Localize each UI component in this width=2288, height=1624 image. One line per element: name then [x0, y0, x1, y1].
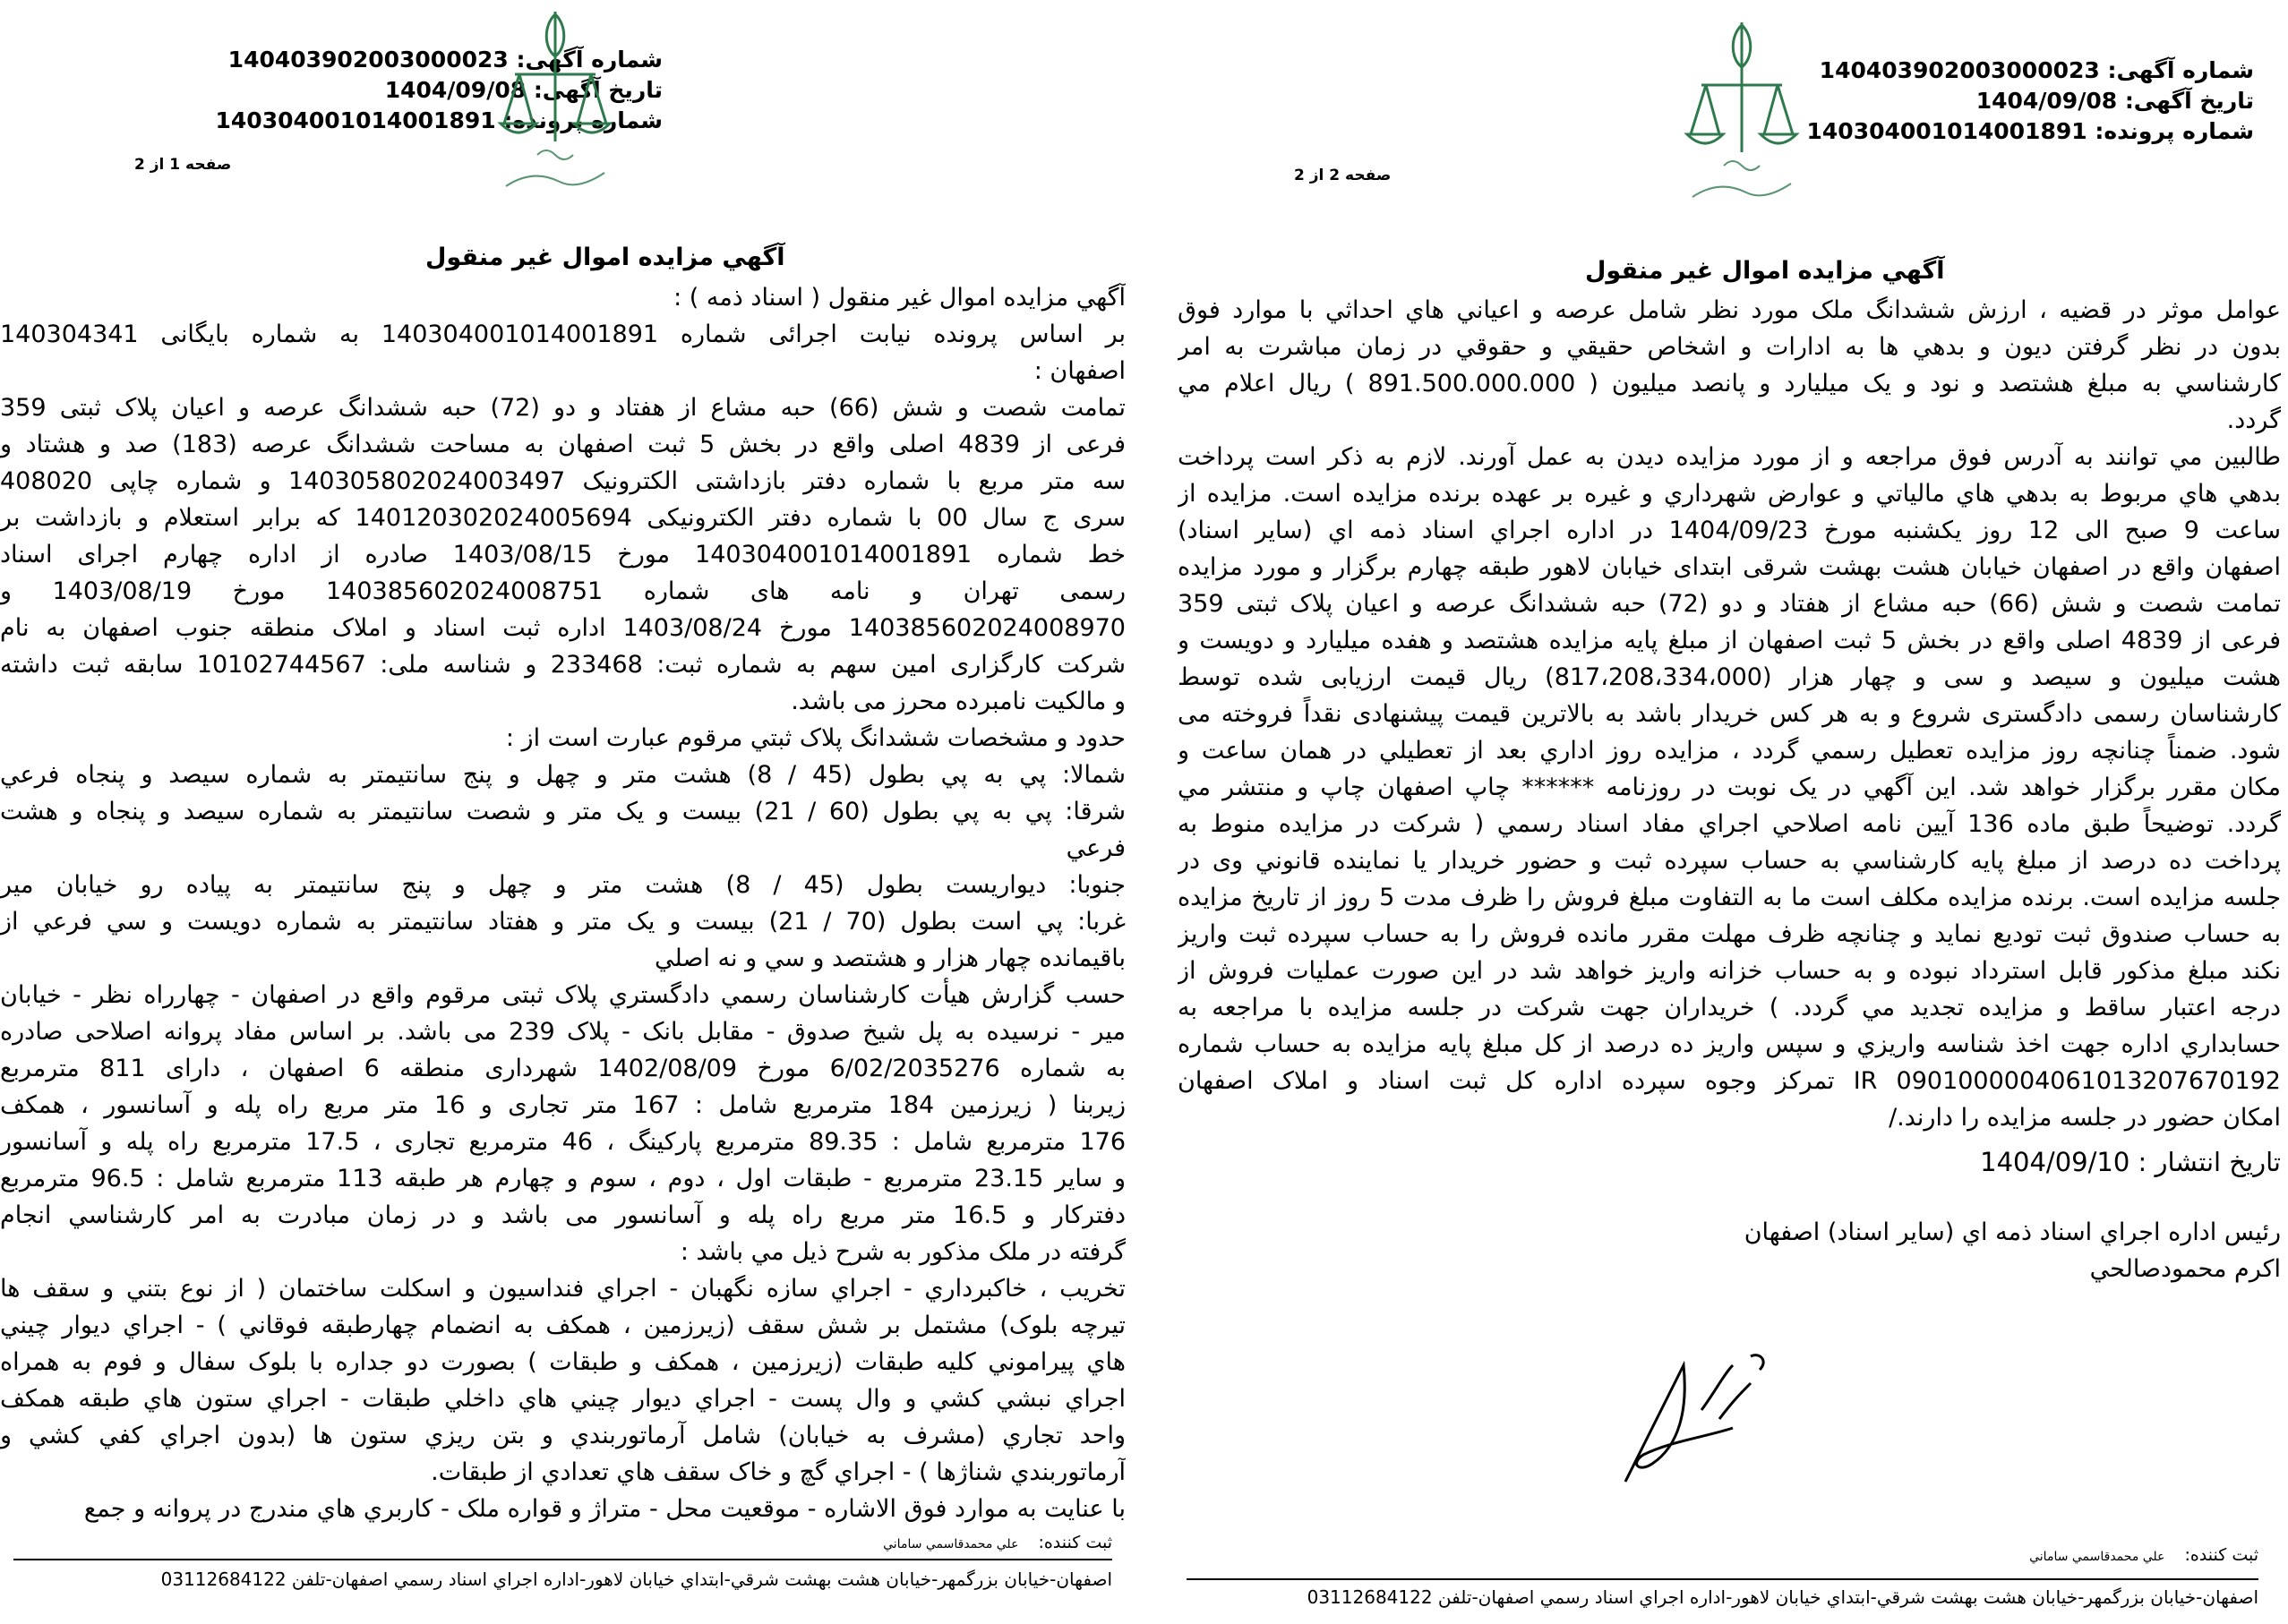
- notice-line: گردد.: [2226, 406, 2281, 434]
- notice-line: فرعی از 4839 اصلی واقع در بخش 5 ثبت اصفهان به مساحت ششدانگ عرصه (183) صد و هشتاد و: [0, 431, 1126, 458]
- footer-divider: [1187, 1578, 2258, 1580]
- notice-line: اصفهان :: [1033, 357, 1126, 385]
- notice-line: فرعی از 4839 اصلی واقع در بخش 5 ثبت اصفهان از مبلغ پايه مزايده هشتصد و هفده ميليارد و دويست و: [1178, 627, 2281, 654]
- notice-line: شمالا: پي به پي بطول (45 / 8) هشت متر و چهل و پنج سانتيمتر به شماره سيصد و پنجاه فرعي: [0, 761, 1126, 789]
- notice-line: 176 مترمربع شامل : 89.35 مترمربع پارکينگ ، 46 مترمربع تجاری ، 17.5 مترمربع راه پله و آسانسور: [0, 1128, 1126, 1156]
- notice-line: جلسه مزايده است. برنده مزايده مکلف است ما به التفاوت مبلغ فروش را ظرف مدت 5 روز از تاريخ مزايده: [1178, 884, 2281, 911]
- notice-line: آگهي مزايده اموال غير منقول ( اسناد ذمه ) :: [673, 284, 1126, 312]
- ad-number: شماره آگهی: 140403902003000023: [1819, 57, 2254, 83]
- notice-line: و ساير 23.15 مترمربع - طبقات اول ، دوم ، سوم و چهارم هر طبقه 113 مترمربع شامل : 96.5 مترمربع: [0, 1165, 1126, 1192]
- page-number: صفحه 2 از 2: [1294, 167, 1392, 184]
- notice-line: با عنايت به موارد فوق الاشاره - موقعيت محل - متراژ و قواره ملک - کاربري هاي مندرج در پروانه و جمع: [83, 1495, 1126, 1523]
- header-block: [1807, 56, 2254, 147]
- notice-line: شرکت کارگزاری امين سهم به شماره ثبت: 233468 و شناسه ملی: 10102744567 سابقه ثبت داشته: [0, 651, 1126, 679]
- notice-line: اصفهان واقع در اصفهان خيابان هشت بهشت شرقی ابتدای خيابان لاهور طبقه چهارم برگزار و مورد مزايده: [1178, 553, 2281, 581]
- judiciary-emblem-icon: [488, 7, 622, 204]
- ad-date: تاریخ آگهی: 1404/09/08: [384, 77, 663, 103]
- notice-line: پرداخت ده درصد از مبلغ پايه کارشناسي به حساب سپرده ثبت و حضور خريدار يا نماينده قانوني وی در: [1178, 847, 2281, 875]
- judiciary-emblem-icon: [1675, 18, 1809, 215]
- footer-address: اصفهان-خيابان بزرگمهر-خيابان هشت بهشت شرقي-ابتداي خيابان لاهور-اداره اجراي اسناد رسمي اصفهان-تلفن 03112684122: [1307, 1586, 2258, 1608]
- notice-line: گرفته در ملک مذکور به شرح ذيل مي باشد :: [680, 1238, 1126, 1266]
- notice-line: هاي پيراموني کليه طبقات (زيرزمين ، همکف و طبقات ) بصورت دو جداره با بلوک سفال و فوم به همراه: [0, 1348, 1126, 1376]
- notice-line: IR 0901000004061013207670192 تمرکز وجوه سپرده اداره کل ثبت اسناد و املاک اصفهان: [1178, 1067, 2281, 1095]
- notice-line: رسمی تهران و نامه های شماره 140385602024008751 مورخ 1403/08/19 و: [0, 577, 1126, 605]
- notice-line: تخريب ، خاکبرداري - اجراي سازه نگهبان - اجراي فنداسيون و اسکلت ساختمان ( از نوع بتني و سقف ها: [0, 1275, 1126, 1303]
- page-2: [1178, 0, 2281, 1624]
- notice-line: بدهي هاي مربوط به بدهي هاي مالياتي و عوارض شهرداري و غيره بر عهده برنده مزايده است. مزايده از: [1178, 480, 2281, 508]
- notice-line: زيربنا ( زيرزمين 184 مترمربع شامل : 167 متر تجاری و 16 متر مربع راه پله و آسانسور ، همکف: [0, 1091, 1126, 1119]
- notice-line: آرماتوربندي شناژها ) - اجراي گچ و خاک سقف هاي تعدادي از طبقات.: [431, 1458, 1126, 1486]
- notice-line: حسابداري اداره جهت اخذ شناسه واريزي و سپس واريز ده درصد از کل مبلغ پايه مزايده به حساب شماره: [1178, 1030, 2281, 1058]
- notice-line: طالبين مي توانند به آدرس فوق مراجعه و از مورد مزايده ديدن به عمل آورند. لازم به ذکر است پرداخت: [1178, 443, 2281, 471]
- registrar: [883, 1533, 1112, 1552]
- registrar-label: ثبت کننده:: [2184, 1545, 2258, 1565]
- page-1: [0, 0, 1126, 1624]
- notice-line: فرعي: [1066, 834, 1126, 862]
- notice-line: سه متر مربع با شماره دفتر بازداشتی الکترونيک 140305802024003497 و شماره چاپی 408020: [0, 467, 1126, 495]
- notice-line: سری ج سال 00 با شماره دفتر الکترونيکی 140120302024005694 که برابر استعلام و بازداشت بر: [0, 504, 1126, 532]
- notice-line: نکند مبلغ مذکور قابل استرداد نبوده و به حساب خزانه واريز خواهد شد در اين صورت عمليات فروش از: [1178, 957, 2281, 985]
- notice-line: تمامت شصت و شش (66) حبه مشاع از هفتاد و دو (72) حبه ششدانگ عرصه و اعيان پلاک ثبتی 359: [1178, 590, 2281, 618]
- notice-line: درجه اعتبار ساقط و مزايده تجديد مي گردد. ) خريداران جهت شرکت در جلسه مزايده با مراجعه به: [1178, 994, 2281, 1021]
- notice-line: به حساب صندوق ثبت توديع نمايد و چنانچه ظرف مهلت مقرر مانده فروش را به حساب سپرده ثبت واريز: [1178, 920, 2281, 948]
- notice-line: واحد تجاري (مشرف به خيابان) شامل آرماتوربندي و بتن ريزي ستون ها (بدون اجراي کفي کشي و: [0, 1422, 1126, 1449]
- publish-date: تاريخ انتشار : 1404/09/10: [1980, 1147, 2281, 1177]
- notice-line: باقيمانده چهار هزار و هشتصد و سي و نه اصلي: [655, 944, 1126, 972]
- notice-line: شرقا: پي به پي بطول (60 / 21) بيست و يک متر و شصت سانتيمتر به شماره سيصد و پنجاه و هشت: [0, 798, 1126, 825]
- notice-line: بر اساس پرونده نيابت اجرائی شماره 140304001014001891 به شماره بايگانی 140304341: [0, 321, 1126, 348]
- notice-line: عوامل موثر در قضيه ، ارزش ششدانگ ملک مورد نظر شامل عرصه و اعياني هاي احداثي با موارد فوق: [1178, 296, 2281, 324]
- notice-body: [1178, 292, 2281, 1136]
- notice-line: امکان حضور در جلسه مزايده را دارند./: [1889, 1104, 2281, 1132]
- notice-line: مير - نرسيده به پل شيخ صدوق - مقابل بانک - پلاک 239 می باشد. بر اساس مفاد پروانه اصلاحی صادره: [0, 1018, 1126, 1046]
- notice-line: گردد. توضيحاً طبق ماده 136 آيين نامه اصلاحي اجراي مفاد اسناد رسمي ( شرکت در مزايده منوط به: [1178, 810, 2281, 838]
- page-title: آگهي مزايده اموال غير منقول: [1585, 257, 1945, 285]
- notice-line: و مالکيت نامبرده محرز می باشد.: [791, 688, 1126, 715]
- footer-divider: [13, 1559, 1112, 1560]
- notice-line: کارشناسي به مبلغ هشتصد و نود و يک ميليارد و پانصد ميليون ( 891.500.000.000 ) ريال اعلام مي: [1178, 370, 2281, 397]
- registrar-label: ثبت کننده:: [1038, 1533, 1112, 1552]
- page-title: آگهي مزايده اموال غير منقول: [425, 244, 785, 271]
- notice-line: خط شماره 140304001014001891 مورخ 1403/08/15 صادره از اداره چهارم اجرای اسناد: [0, 541, 1126, 568]
- registrar: [2029, 1545, 2258, 1565]
- notice-line: تيرچه بلوک) مشتمل بر شش سقف (زيرزمين ، همکف به انضمام چهارطبقه فوقاني ) - اجراي ديوار چيني: [0, 1312, 1126, 1339]
- notice-body: [0, 279, 1126, 1527]
- notice-line: ساعت 9 صبح الی 12 روز يکشنبه مورخ 1404/09/23 در اداره اجراي اسناد ذمه اي (ساير اسناد): [1178, 517, 2281, 544]
- notice-line: دفترکار و 16.5 متر مربع راه پله و آسانسور می باشد و در زمان مبادرت به امر کارشناسي انجام: [0, 1201, 1126, 1229]
- notice-line: به شماره 6/02/2035276 مورخ 1402/08/09 شهرداری منطقه 6 اصفهان ، دارای 811 مترمربع: [0, 1055, 1126, 1082]
- registrar-name: علي محمدقاسمي ساماني: [2029, 1550, 2165, 1564]
- signer-name: اکرم محمودصالحي: [2089, 1255, 2281, 1283]
- signer-title: رئيس اداره اجراي اسناد ذمه اي (ساير اسناد) اصفهان: [1744, 1218, 2281, 1246]
- notice-line: جنوبا: ديواريست بطول (45 / 8) هشت متر و چهل و پنج سانتيمتر به پياده رو خيابان مير: [0, 871, 1126, 899]
- notice-line: کارشناسان رسمی دادگستری شروع و به هر کس خريدار باشد به بالاترين قيمت پيشنهادی نقداً فروخته می: [1178, 700, 2281, 728]
- footer-address: اصفهان-خيابان بزرگمهر-خيابان هشت بهشت شرقي-ابتداي خيابان لاهور-اداره اجراي اسناد رسمي اصفهان-تلفن 03112684122: [160, 1568, 1112, 1590]
- signature: [1616, 1329, 1778, 1486]
- notice-line: 140385602024008970 مورخ 1403/08/24 اداره ثبت اسناد و املاک منطقه جنوب اصفهان به نام: [0, 614, 1126, 642]
- notice-line: مکان مقرر برگزار خواهد شد. اين آگهي در يک نوبت در روزنامه ****** چاپ اصفهان چاپ و منتشر مي: [1178, 774, 2281, 801]
- notice-line: تمامت شصت و شش (66) حبه مشاع از هفتاد و دو (72) حبه ششدانگ عرصه و اعيان پلاک ثبتی 359: [0, 394, 1126, 422]
- registrar-name: علي محمدقاسمي ساماني: [883, 1537, 1019, 1551]
- page-number: صفحه 1 از 2: [134, 156, 232, 174]
- notice-line: شود. ضمناً چنانچه روز مزايده تعطيل رسمي گردد ، مزايده روز اداري بعد از تعطيلي در همان ساعت و: [1178, 737, 2281, 765]
- ad-number: شماره آگهی: 140403902003000023: [227, 47, 663, 73]
- case-number: شماره پرونده: 140304001014001891: [215, 107, 663, 133]
- notice-line: هشت ميليون و سيصد و سی و چهار هزار (817،208،334،000) ريال قيمت ارزيابی شده توسط: [1178, 663, 2281, 691]
- notice-line: حسب گزارش هيأت کارشناسان رسمي دادگستري پلاک ثبتی مرقوم واقع در اصفهان - چهارراه نظر - خيابان: [0, 981, 1126, 1009]
- notice-line: اجراي نبشي کشي و وال پست - اجراي ديوار چيني هاي داخلي طبقات - اجراي ستون هاي طبقه همکف: [0, 1385, 1126, 1413]
- case-number: شماره پرونده: 140304001014001891: [1806, 118, 2254, 144]
- ad-date: تاریخ آگهی: 1404/09/08: [1975, 88, 2254, 114]
- notice-line: حدود و مشخصات ششدانگ پلاک ثبتي مرقوم عبارت است از :: [505, 724, 1126, 752]
- notice-line: غربا: پي است بطول (70 / 21) بيست و يک متر و هفتاد سانتيمتر به شماره دويست و سي فرعي از: [0, 908, 1126, 936]
- notice-line: بدون در نظر گرفتن ديون و بدهي ها به ادارات و اشخاص حقيقي و حقوقي در زمان مباشرت به امر: [1178, 333, 2281, 361]
